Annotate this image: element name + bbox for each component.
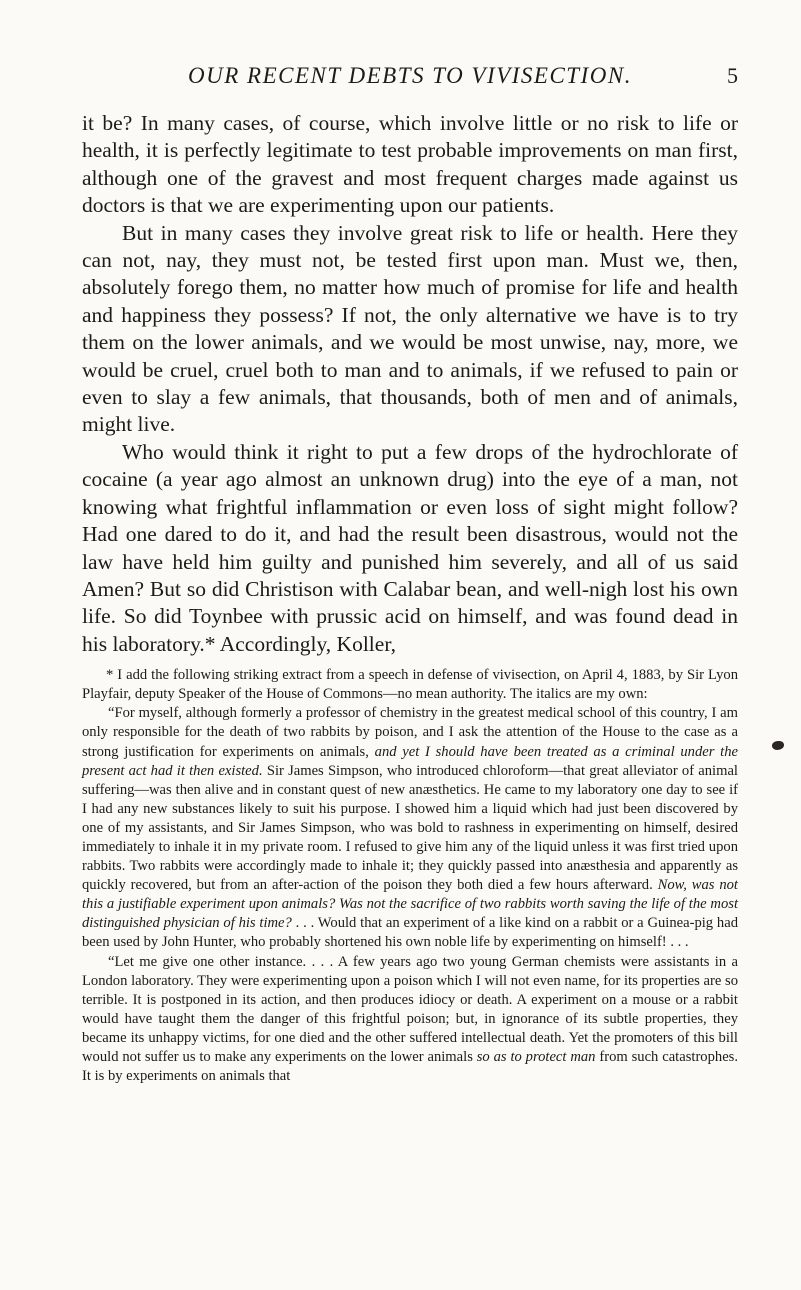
- footnotes: [82, 666, 738, 1086]
- footnote-italic: Now, was not this a justifiable experiment upon animals? Was not the sacrifice of two rabbits worth saving the life of the most distinguished physician of his time?: [82, 877, 738, 932]
- paragraph-2: But in many cases they involve great risk to life or health. Here they can not, nay, they must not, be tested first upon man. Must we, then, absolutely forego them, no matter how much of promise for life and health and happiness they possess? If not, the only alternative we have is to try them on the lower animals, and we would be most unwise, nay, more, we would be cruel, cruel both to man and to animals, if we refused to pain or even to slay a few animals, that thousands, both of men and of animals, might live.: [82, 220, 738, 437]
- footnote-italic: and yet I should have been treated as a criminal under the present act had it then existed.: [82, 743, 739, 779]
- page-number: 5: [727, 63, 738, 88]
- running-head: [82, 56, 738, 96]
- footnote-quote-1: [82, 704, 738, 952]
- footnote-text: “Let me give one other instance. . . . A few years ago two young German chemists were assistants in a London laboratory. They were experimenting upon a poison which I will not even name, for its properties are so terrible. It is postponed in its action, and then produces idiocy or death. A experiment on a mouse or a rabbit would have taught them the danger of this frightful poison; but, in ignorance of its subtle properties, they became its unhappy victims, for one died and the other suffered intellectual death. Yet the promoters of this bill would not suffer us to make any experiments on the lower animals: [82, 953, 738, 1065]
- book-page: [82, 56, 738, 1086]
- footnote-text: . . . Would that an experiment of a like kind on a rabbit or a Guinea-pig had been used by John Hunter, who probably shortened his own noble life by experimenting on himself! . . .: [82, 915, 738, 951]
- running-title: OUR RECENT DEBTS TO VIVISECTION.: [188, 63, 632, 88]
- body-text: [82, 110, 738, 658]
- footnote-intro: * I add the following striking extract from a speech in defense of vivisection, on April 4, 1883, by Sir Lyon Playfair, deputy Speaker of the House of Commons—no mean authority. The italics are my own:: [82, 667, 738, 703]
- paragraph-3: Who would think it right to put a few drops of the hydrochlorate of cocaine (a year ago almost an unknown drug) into the eye of a man, not knowing what frightful inflammation or even loss of sight might follow? Had one dared to do it, and had the result been disastrous, would not the law have held him guilty and punished him severely, and all of us said Amen? But so did Christison with Calabar bean, and well-nigh lost his own life. So did Toynbee with prussic acid on himself, and was found dead in his laboratory.* Accordingly, Koller,: [82, 439, 738, 656]
- footnote-text: Sir James Simpson, who introduced chloroform—that great alleviator of animal suffering—was then alive and in constant quest of new anæsthetics. He came to my laboratory one day to see if I had any new substances likely to suit his purpose. I showed him a liquid which had just been discovered by one of my assistants, and Sir James Simpson, who was bold to rashness in experimenting on himself, desired immediately to inhale it in my private room. I refused to give him any of the liquid unless it was first tried upon rabbits. Two rabbits were accordingly made to inhale it; they quickly passed into anæsthesia and apparently as quickly recovered, but from an after-action of the poison they both died a few hours afterward.: [82, 762, 738, 894]
- footnote-text: from such catastrophes. It is by experiments on animals that: [82, 1049, 738, 1085]
- ink-blot-mark: [772, 741, 784, 750]
- footnote-italic: so as to protect man: [476, 1049, 596, 1065]
- footnote-text: “For myself, although formerly a professor of chemistry in the greatest medical school of this country, I am only responsible for the death of two rabbits by poison, and I ask the attention of the House to the case as a strong justification for experiments on animals,: [82, 705, 738, 760]
- footnote-quote-2: [82, 953, 738, 1087]
- paragraph-1: it be? In many cases, of course, which involve little or no risk to life or health, it is perfectly legitimate to test probable improvements on man first, although one of the gravest and most frequent charges made against us doctors is that we are experimenting upon our patients.: [82, 111, 738, 218]
